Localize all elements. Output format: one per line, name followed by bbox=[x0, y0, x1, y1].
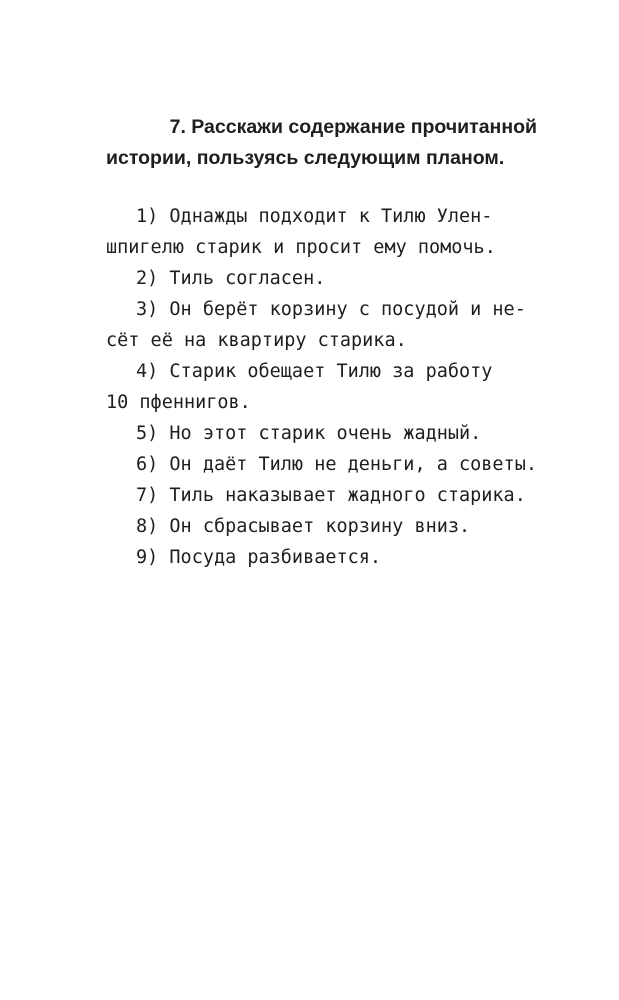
plan-item-7: 7) Тиль наказывает жадного старика. bbox=[136, 485, 526, 506]
plan-item-1-continuation: шпигелю старик и просит ему помочь. bbox=[106, 237, 496, 258]
plan-item-2: 2) Тиль согласен. bbox=[136, 268, 326, 289]
plan-item-9: 9) Посуда разбивается. bbox=[136, 547, 382, 568]
plan-item-3: 3) Он берёт корзину с посудой и не- bbox=[136, 299, 526, 320]
plan-item-5: 5) Но этот старик очень жадный. bbox=[136, 423, 482, 444]
task-heading-line: истории, пользуясь следующим планом. bbox=[106, 147, 505, 169]
task-heading-line: 7. Расскажи содержание прочитанной bbox=[169, 116, 537, 138]
plan-item-4: 4) Старик обещает Тилю за работу bbox=[136, 361, 493, 382]
task-heading bbox=[106, 112, 537, 174]
plan-item-4-continuation: 10 пфеннигов. bbox=[106, 392, 251, 413]
plan-item-8: 8) Он сбрасывает корзину вниз. bbox=[136, 516, 471, 537]
story-plan-list bbox=[106, 201, 537, 573]
plan-item-3-continuation: сёт её на квартиру старика. bbox=[106, 330, 407, 351]
plan-item-6: 6) Он даёт Тилю не деньги, а советы. bbox=[136, 454, 537, 475]
plan-item-1: 1) Однажды подходит к Тилю Улен- bbox=[136, 206, 493, 227]
